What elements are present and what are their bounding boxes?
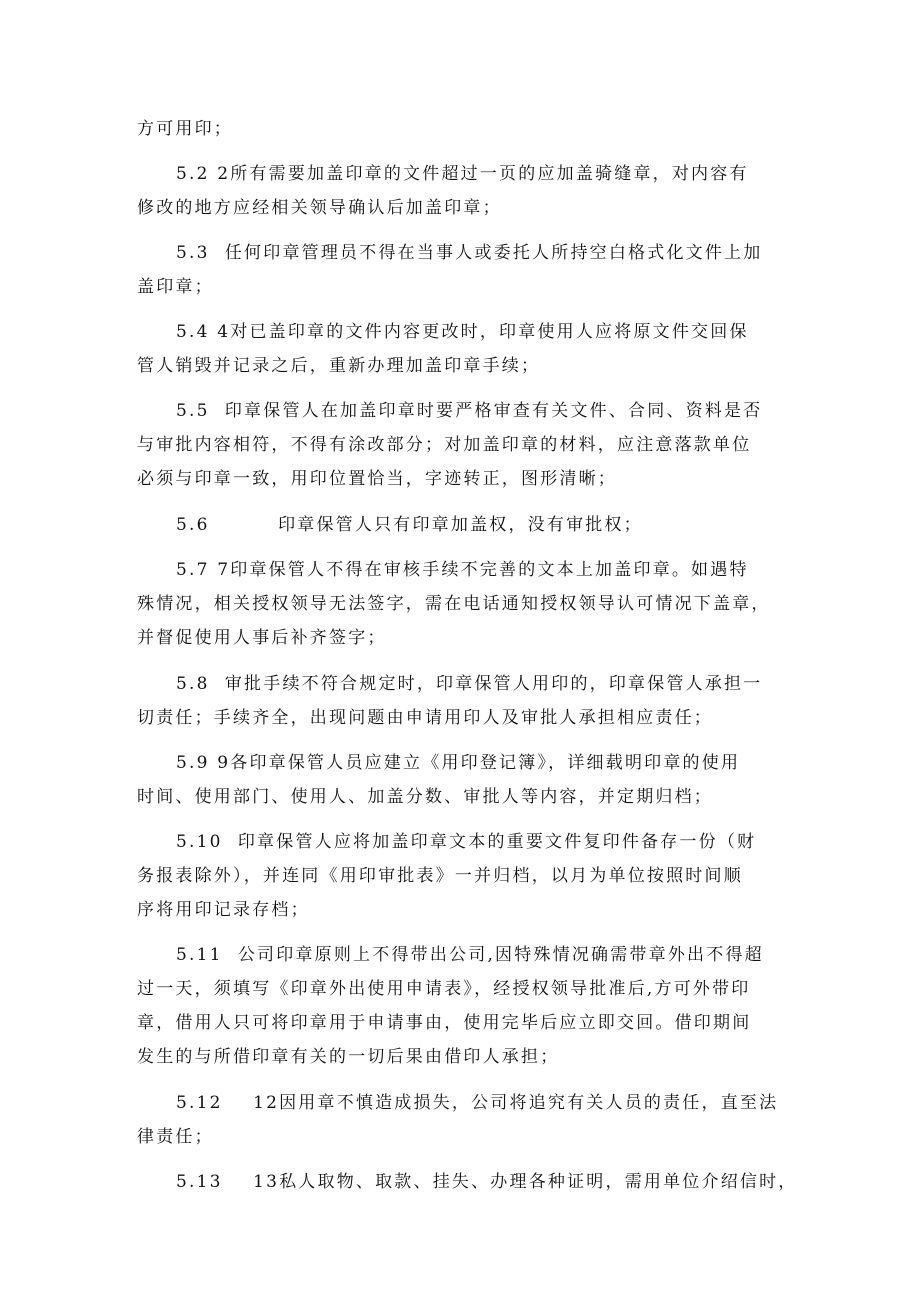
text-line: 5.8 审批手续不符合规定时，印章保管人用印的，印章保管人承担一 bbox=[176, 674, 763, 694]
text-line: 必须与印章一致，用印位置恰当，字迹转正，图形清晰； bbox=[137, 469, 617, 489]
text-line: 5.5 印章保管人在加盖印章时要严格审查有关文件、合同、资料是否 bbox=[176, 401, 763, 421]
text-line: 与审批内容相符，不得有涂改部分；对加盖印章的材料，应注意落款单位 bbox=[137, 435, 752, 455]
text-line: 时间、使用部门、使用人、加盖分数、审批人等内容，并定期归档； bbox=[137, 787, 713, 807]
text-line: 5.13 13私人取物、取款、挂失、办理各种证明，需用单位介绍信时， bbox=[176, 1172, 798, 1192]
text-line: 5.2 2所有需要加盖印章的文件超过一页的应加盖骑缝章，对内容有 bbox=[176, 164, 749, 184]
text-line: 序将用印记录存档； bbox=[137, 900, 310, 920]
text-line: 切责任；手续齐全，出现问题由申请用印人及审批人承担相应责任； bbox=[137, 708, 713, 728]
text-line: 务报表除外），并连同《用印审批表》一并归档，以月为单位按照时间顺 bbox=[137, 866, 743, 886]
text-line: 5.4 4对已盖印章的文件内容更改时，印章使用人应将原文件交回保 bbox=[176, 322, 749, 342]
text-line: 发生的与所借印章有关的一切后果由借印人承担； bbox=[137, 1047, 560, 1067]
text-line: 并督促使用人事后补齐签字； bbox=[137, 628, 387, 648]
text-line: 5.6 印章保管人只有印章加盖权，没有审批权； bbox=[176, 515, 643, 535]
text-line: 过一天，须填写《印章外出使用申请表》，经授权领导批准后,方可外带印 bbox=[137, 979, 751, 999]
text-line: 5.3 任何印章管理员不得在当事人或委托人所持空白格式化文件上加 bbox=[176, 243, 763, 263]
text-line: 殊情况，相关授权领导无法签字，需在电话通知授权领导认可情况下盖章， bbox=[137, 594, 771, 614]
text-line: 5.10 印章保管人应将加盖印章文本的重要文件复印件备存一份（财 bbox=[176, 832, 757, 852]
text-line: 章，借用人只可将印章用于申请事由，使用完毕后应立即交回。借印期间 bbox=[137, 1013, 752, 1033]
text-line: 5.11 公司印章原则上不得带出公司,因特殊情况确需带章外出不得超 bbox=[176, 945, 764, 965]
text-line: 方可用印； bbox=[137, 119, 233, 139]
text-line: 5.9 9各印章保管人员应建立《用印登记簿》，详细载明印章的使用 bbox=[176, 753, 741, 773]
text-line: 盖印章； bbox=[137, 277, 214, 297]
text-line: 修改的地方应经相关领导确认后加盖印章； bbox=[137, 198, 502, 218]
text-line: 5.7 7印章保管人不得在审核手续不完善的文本上加盖印章。如遇特 bbox=[176, 560, 749, 580]
text-line: 5.12 12因用章不慎造成损失，公司将追究有关人员的责任，直至法 bbox=[176, 1093, 779, 1113]
text-line: 管人销毁并记录之后，重新办理加盖印章手续； bbox=[137, 356, 541, 376]
text-line: 律责任； bbox=[137, 1127, 214, 1147]
